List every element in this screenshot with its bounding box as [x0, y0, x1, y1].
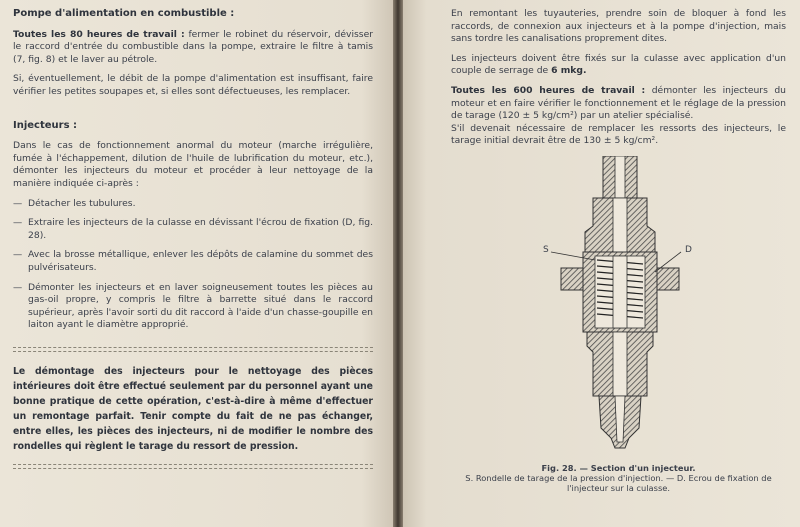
list-item [13, 217, 373, 242]
warning-note: Le démontage des injecteurs pour le nettoyage des pièces intérieures doit être effectué seulement par du personnel ayant une bonne pratique de cette opération, c'est-à-dire à même d'effectuer un remontage parfait. Tenir compte du fait de ne pas échanger, entre elles, les pièces des injecteurs, ni de modifier le nombre des rondelles qui règlent le tarage du ressort de pression. [13, 365, 373, 452]
dash-marker: — [13, 249, 23, 261]
dash-marker: — [13, 197, 23, 209]
figure-caption [451, 463, 786, 493]
divider-top [13, 347, 373, 352]
list-item [13, 249, 373, 274]
caption-title: Fig. 28. — Section d'un injecteur. [541, 462, 696, 473]
paragraph-600-hours-text: démonter les injecteurs du moteur et en faire vérifier le fonctionnement et le réglage de la pression de tarage (120 ± 5 kg/cm²) par un atelier spécialisé. [451, 84, 787, 122]
paragraph-spring-setting: S'il devenait nécessaire de remplacer les ressorts des injecteurs, le tarage initial devrait être de 130 ± 5 kg/cm². [451, 122, 786, 147]
fixing-nut-right [657, 268, 679, 290]
paragraph-80-hours [13, 29, 373, 67]
paragraph-80-hours-text: fermer le robinet du réservoir, dévisser le raccord d'entrée du combustible dans la pompe, extraire le filtre à tamis (7, fig. 8) et le laver au pétrole. [13, 28, 374, 65]
paragraph-abnormal-operation: Dans le cas de fonctionnement anormal du moteur (marche irrégulière, fumée à l'échappement, dilution de l'huile de lubrification du moteur, etc.), démonter les injecteurs du moteur et procéder à leur nettoyage de la manière indiquée ci-après : [13, 140, 373, 189]
paragraph-torque [451, 53, 786, 78]
paragraph-600-hours-bold: Toutes les 600 heures de travail : [451, 84, 646, 96]
fixing-nut-left [561, 268, 583, 290]
list-item-text: Détacher les tubulures. [28, 197, 136, 209]
paragraph-600-hours [451, 85, 786, 123]
list-item [13, 198, 373, 211]
paragraph-reassembly: En remontant les tuyauteries, prendre soin de bloquer à fond les raccords, de connexion aux injecteurs et à la pompe d'injection, mais sans tordre les canalisations proprement dites. [451, 8, 786, 45]
left-page [0, 0, 393, 527]
paragraph-torque-text: Les injecteurs doivent être fixés sur la culasse avec application d'un couple de serrage de [451, 52, 786, 77]
dash-marker: — [13, 217, 23, 229]
section-title-injectors: Injecteurs : [13, 119, 78, 131]
caption-text: S. Rondelle de tarage de la pression d'injection. — D. Ecrou de fixation de l'injecteur sur la culasse. [465, 472, 772, 493]
list-item-text: Extraire les injecteurs de la culasse en dévissant l'écrou de fixation (D, fig. 28). [28, 217, 373, 241]
divider-bottom [13, 464, 373, 469]
list-item-text: Avec la brosse métallique, enlever les dépôts de calamine du sommet des pulvérisateurs. [28, 249, 373, 273]
paragraph-torque-value: 6 mkg. [551, 65, 587, 77]
paragraph-pump-flow: Si, éventuellement, le débit de la pompe d'alimentation est insuffisant, faire vérifier les petites soupapes et, si elles sont défectueuses, les remplacer. [13, 73, 373, 97]
label-d: D [685, 244, 692, 255]
paragraph-80-hours-bold: Toutes les 80 heures de travail : [13, 28, 185, 40]
right-page [403, 0, 800, 527]
book-gutter [393, 0, 403, 527]
section-title-fuel-pump: Pompe d'alimentation en combustible : [13, 8, 235, 19]
list-item-text: Démonter les injecteurs et en laver soigneusement toutes les pièces au gas-oil propre, y compris le filtre à barrette situé dans le raccord supérieur, après l'avoir sorti du dit raccord à l'aide d'un chasse-goupille en laiton ayant le diamètre approprié. [28, 281, 373, 331]
dash-marker: — [13, 281, 23, 293]
injector-section-figure [543, 156, 693, 461]
cleaning-steps-list [13, 198, 373, 332]
injector-drawing [543, 156, 693, 461]
label-s: S [543, 244, 549, 255]
list-item [13, 282, 373, 332]
